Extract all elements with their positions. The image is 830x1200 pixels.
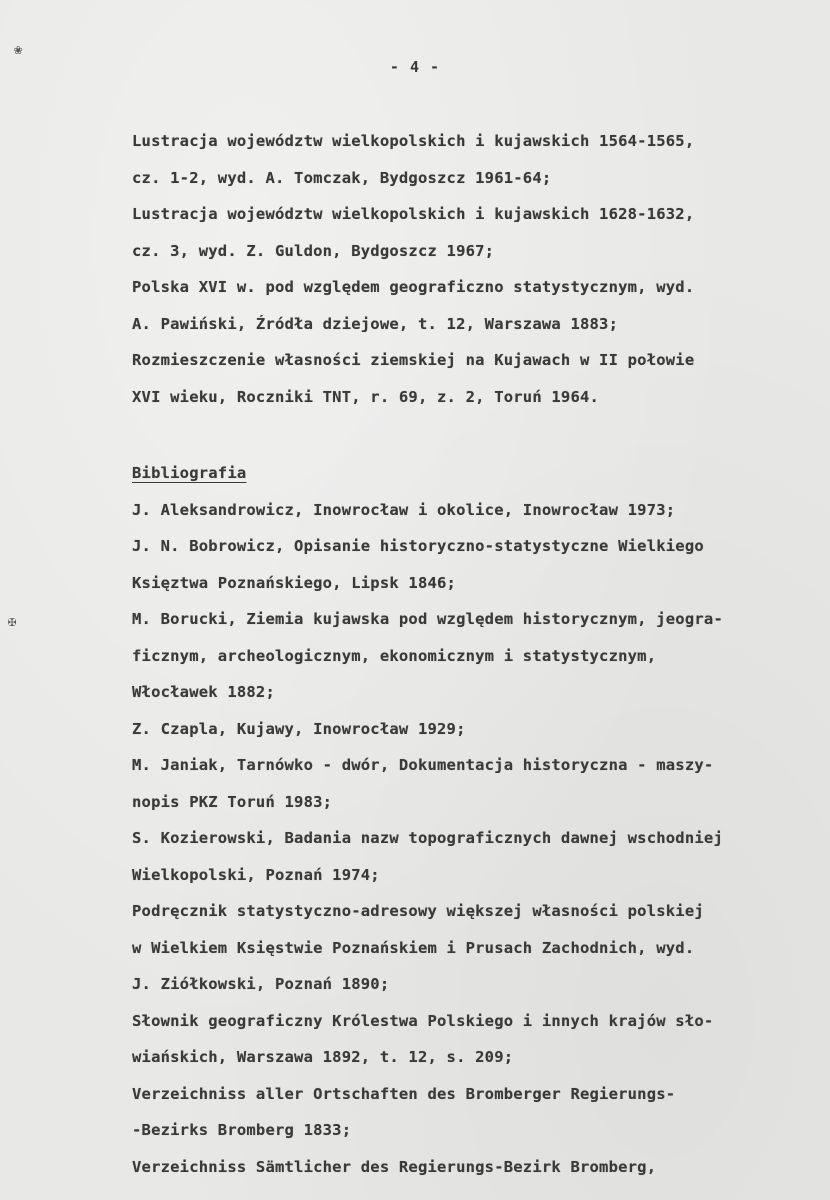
bibliography-line: w Wielkiem Księstwie Poznańskiem i Prusach Zachodnich, wyd. [132, 938, 695, 957]
bibliography-line: S. Kozierowski, Badania nazw topograficznych dawnej wschodniej [132, 829, 723, 847]
bibliography-line: Z. Czapla, Kujawy, Inowrocław 1929; [132, 719, 466, 738]
bibliography-line: Włocławek 1882; [132, 683, 275, 701]
source-line: Lustracja województw wielkopolskich i kujawskich 1564-1565, [132, 132, 695, 150]
bibliography-line: J. Aleksandrowicz, Inowrocław i okolice, Inowrocław 1973; [132, 500, 676, 519]
source-line: A. Pawiński, Źródła dziejowe, t. 12, Warszawa 1883; [132, 314, 619, 333]
source-line: cz. 1-2, wyd. A. Tomczak, Bydgoszcz 1961-64; [132, 168, 552, 187]
section-gap [132, 422, 822, 462]
bibliography-line: M. Janiak, Tarnówko - dwór, Dokumentacja historyczna - maszy- [132, 756, 714, 774]
bibliography-line: J. N. Bobrowicz, Opisanie historyczno-statystyczne Wielkiego [132, 537, 704, 555]
bibliography-line: Słownik geograficzny Królestwa Polskiego i innych krajów sło- [132, 1011, 714, 1030]
bibliography-line: wiańskich, Warszawa 1892, t. 12, s. 209; [132, 1048, 514, 1066]
bibliography-line: Verzeichniss aller Ortschaften des Bromberger Regierungs- [132, 1084, 676, 1103]
bibliography-line: nopis PKZ Toruń 1983; [132, 792, 333, 811]
document-body [132, 130, 822, 1192]
bibliography-line: Verzeichniss Sämtlicher des Regierungs-Bezirk Bromberg, [132, 1157, 657, 1176]
sources-section [132, 130, 822, 422]
bibliography-line: Wielkopolski, Poznań 1974; [132, 865, 380, 884]
bibliography-line: M. Borucki, Ziemia kujawska pod względem historycznym, jeogra- [132, 610, 723, 628]
bibliography-heading: Bibliografia [132, 464, 247, 482]
bibliography-list [132, 499, 822, 1193]
bibliography-line: Księztwa Poznańskiego, Lipsk 1846; [132, 573, 457, 592]
source-line: Polska XVI w. pod względem geograficzno statystycznym, wyd. [132, 278, 695, 296]
source-line: Lustracja województw wielkopolskich i kujawskich 1628-1632, [132, 205, 695, 223]
margin-mark-middle: ✠ [8, 614, 17, 630]
source-line: XVI wieku, Roczniki TNT, r. 69, z. 2, Toruń 1964. [132, 387, 600, 406]
margin-mark-top: ❀ [14, 42, 23, 58]
page-number: - 4 - [389, 58, 441, 76]
bibliography-line: Podręcznik statystyczno-adresowy większej własności polskiej [132, 902, 704, 920]
bibliography-line: ficznym, archeologicznym, ekonomicznym i statystycznym, [132, 646, 657, 665]
bibliography-line: J. Ziółkowski, Poznań 1890; [132, 975, 390, 993]
bibliography-line: -Bezirks Bromberg 1833; [132, 1121, 352, 1139]
source-line: Rozmieszczenie własności ziemskiej na Kujawach w II połowie [132, 351, 695, 369]
source-line: cz. 3, wyd. Z. Guldon, Bydgoszcz 1967; [132, 241, 495, 260]
